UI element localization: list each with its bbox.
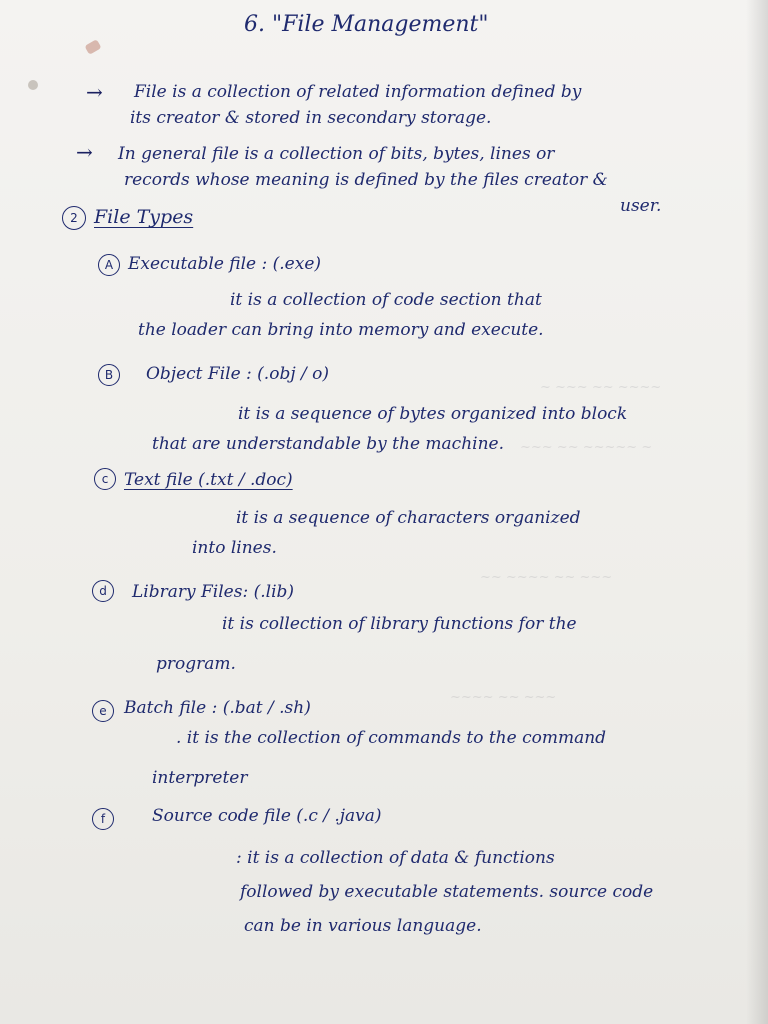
type-b-name: Object File : (.obj / o) xyxy=(146,364,329,384)
marker-b: B xyxy=(98,364,120,386)
type-f-name: Source code file (.c / .java) xyxy=(152,806,382,826)
marker-e: e xyxy=(92,700,114,722)
arrow-icon: → xyxy=(86,80,103,104)
type-f-desc-1: : it is a collection of data & functions xyxy=(236,848,555,868)
type-a-name: Executable file : (.exe) xyxy=(128,254,322,274)
section-heading: File Types xyxy=(94,206,194,228)
type-f-desc-3: can be in various language. xyxy=(244,916,482,936)
type-d-name: Library Files: (.lib) xyxy=(132,582,295,602)
intro-2-line-1: In general file is a collection of bits, bytes, lines or xyxy=(118,144,555,164)
intro-2-line-3: user. xyxy=(620,196,662,216)
marker-a: A xyxy=(98,254,120,276)
type-d-desc-1: it is collection of library functions for the xyxy=(222,614,577,634)
type-c-desc-2: into lines. xyxy=(192,538,277,558)
type-c-desc-1: it is a sequence of characters organized xyxy=(236,508,581,528)
marker-c: c xyxy=(94,468,116,490)
staple-mark xyxy=(84,39,101,55)
type-e-desc-1: . it is the collection of commands to the command xyxy=(176,728,607,748)
page-edge-shadow xyxy=(746,0,768,1024)
bleed-through: ~~~~ ~~ ~~~ xyxy=(450,690,557,705)
bleed-through: ~~ ~~~~ ~~ ~~~ xyxy=(480,570,613,585)
arrow-icon: → xyxy=(76,140,93,164)
marker-f: f xyxy=(92,808,114,830)
section-number: 2 xyxy=(62,206,86,230)
type-a-desc-1: it is a collection of code section that xyxy=(230,290,542,310)
intro-1-line-2: its creator & stored in secondary storage. xyxy=(130,108,492,128)
type-d-desc-2: program. xyxy=(156,654,236,674)
page-title: 6. "File Management" xyxy=(244,12,489,37)
intro-1-line-1: File is a collection of related information defined by xyxy=(134,82,582,102)
type-e-desc-2: interpreter xyxy=(152,768,248,788)
type-c-name: Text file (.txt / .doc) xyxy=(124,470,293,490)
type-f-desc-2: followed by executable statements. source code xyxy=(240,882,654,902)
type-e-name: Batch file : (.bat / .sh) xyxy=(124,698,311,718)
type-a-desc-2: the loader can bring into memory and execute. xyxy=(138,320,544,340)
marker-d: d xyxy=(92,580,114,602)
bleed-through: ~ ~~~ ~~ ~~~~ xyxy=(540,380,662,395)
punch-hole xyxy=(28,80,38,90)
intro-2-line-2: records whose meaning is defined by the files creator & xyxy=(124,170,608,190)
bleed-through: ~~~ ~~ ~~~~~ ~ xyxy=(520,440,653,455)
type-b-desc-1: it is a sequence of bytes organized into block xyxy=(238,404,628,424)
type-b-desc-2: that are understandable by the machine. xyxy=(152,434,504,454)
